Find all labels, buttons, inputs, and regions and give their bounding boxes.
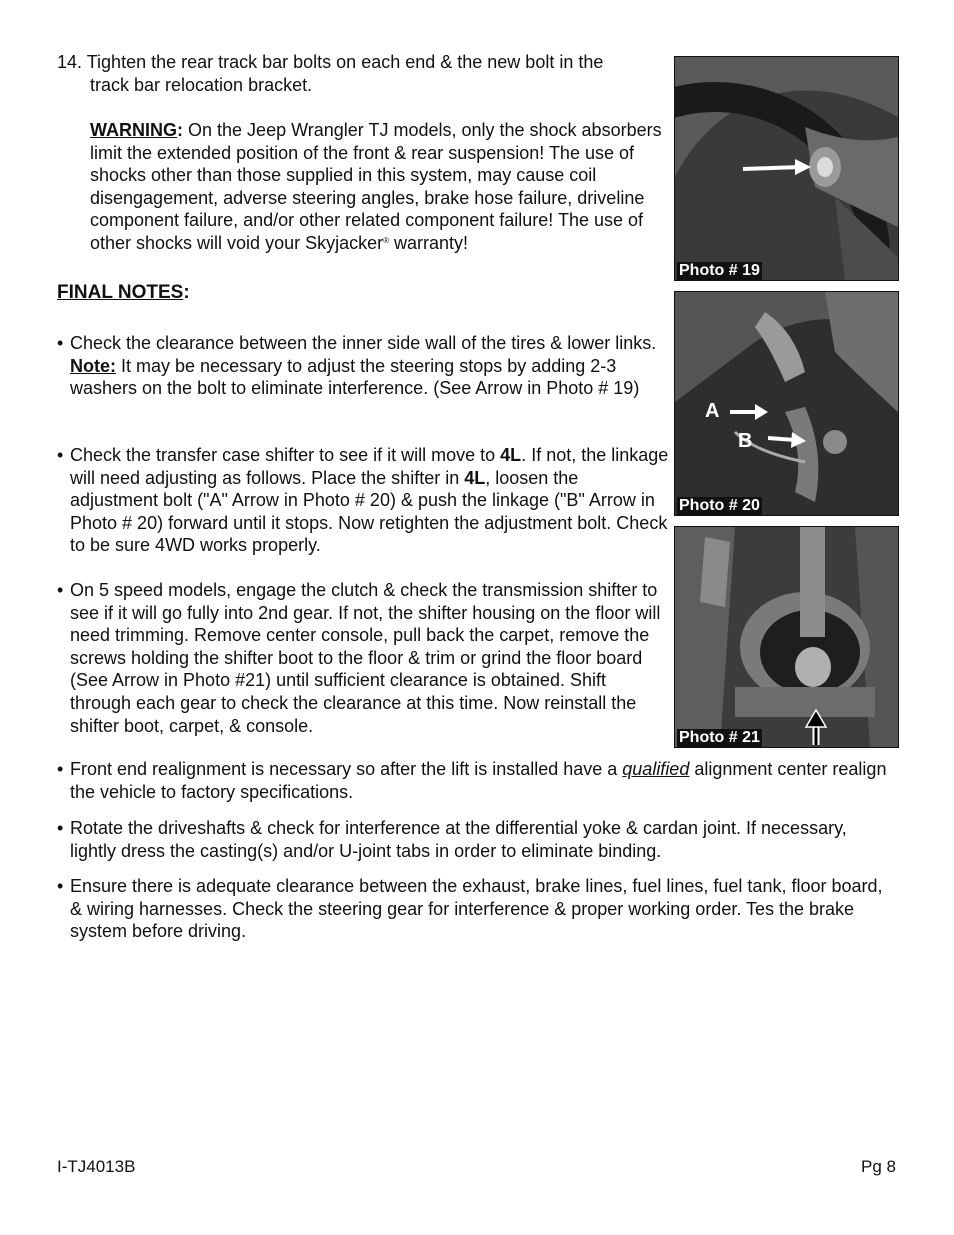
step-text-line2: track bar relocation bracket. [90,74,313,95]
warning-tail: warranty! [389,232,469,253]
bullet-text: , loosen the adjustment bolt ("A" Arrow in Photo # 20) & push the linkage ("B" Arrow in Photo # 20) forward until it stops. Now retighten the adjustment bolt. Check to be sure 4WD works properly. [70,467,668,556]
step-number: 14. [57,52,83,72]
warning-colon: : [177,120,183,140]
warning-paragraph [90,119,665,255]
photo-20-caption: Photo # 20 [679,497,760,514]
bullet-text: alignment center realign the vehicle to factory specifications. [70,759,887,802]
bullet-dot: • [57,445,64,465]
note-label: Note: [70,355,116,376]
bullet-text: Check the transfer case shifter to see if it will move to [70,445,501,465]
final-notes-colon: : [183,282,190,303]
bullet-text: On 5 speed models, engage the clutch & check the transmission shifter to see if it will go fully into 2nd gear. If not, the shifter housing on the floor will need trimming. Remove center console, pull back the carpet, remove the screws holding the shifter boot to the floor & trim or grind the floor board (See Arrow in Photo #21) until sufficient clearance is obtained. Shift through each gear to check the clearance at this time. Now reinstall the shifter boot, carpet, & console. [70,580,661,736]
bullet-realignment [57,758,890,803]
footer-page-number: Pg 8 [861,1157,896,1176]
bullet-text: Check the clearance between the inner side wall of the tires & lower links. [70,333,657,353]
bullet-dot: • [57,333,64,353]
step-14 [57,51,657,96]
bullet-dot: • [57,759,64,779]
warning-text: On the Jeep Wrangler TJ models, only the shock absorbers limit the extended position of the front & rear suspension! The use of shocks other than those supplied in this system, may cause coil disengagement, adverse steering angles, brake hose failure, driveline component failure, and/or other related component failure! The use of other shocks will void your Skyjacker [90,120,662,253]
bullet-dot: • [57,818,64,838]
bullet-5-speed [57,579,670,737]
final-notes-title: FINAL NOTES [57,282,184,303]
bullet-dot: • [57,580,64,600]
bold-4l: 4L [464,467,486,488]
photo-19-image [675,57,898,280]
photo-19 [674,56,899,281]
final-notes-heading [57,282,190,305]
footer-doc-id: I-TJ4013B [57,1157,136,1176]
photo-20-label-a: A [705,400,720,422]
photo-21-image [675,527,898,747]
warning-label: WARNING [90,120,177,140]
registered-mark: ® [383,235,390,245]
bullet-text: It may be necessary to adjust the steering stops by adding 2-3 washers on the bolt to eliminate interference. (See Arrow in Photo # 19) [70,355,640,399]
bullet-clearance-check [57,875,890,943]
photo-19-caption: Photo # 19 [679,262,760,279]
bullet-transfer-case [57,444,670,557]
bold-4l: 4L [500,445,522,465]
bullet-text: Ensure there is adequate clearance between the exhaust, brake lines, fuel lines, fuel tank, floor board, & wiring harnesses. Check the steering gear for interference & proper working order. Tes the brake system before driving. [70,876,883,942]
bullet-tire-clearance [57,332,670,400]
photo-20-label-b: B [738,430,753,452]
bullet-dot: • [57,876,64,896]
photo-20 [674,291,899,516]
bullet-driveshafts [57,817,890,862]
qualified-emphasis: qualified [622,759,690,779]
bullet-text: Rotate the driveshafts & check for interference at the differential yoke & cardan joint. If necessary, lightly dress the casting(s) and/or U-joint tabs in order to eliminate binding. [70,818,847,861]
photo-21 [674,526,899,748]
step-text-line1: Tighten the rear track bar bolts on each end & the new bolt in the [86,52,604,72]
bullet-text: Front end realignment is necessary so after the lift is installed have a [70,759,623,779]
photo-21-caption: Photo # 21 [679,729,760,746]
bullet-text: . If not, the linkage will need adjusting as follows. Place the shifter in [70,445,669,488]
